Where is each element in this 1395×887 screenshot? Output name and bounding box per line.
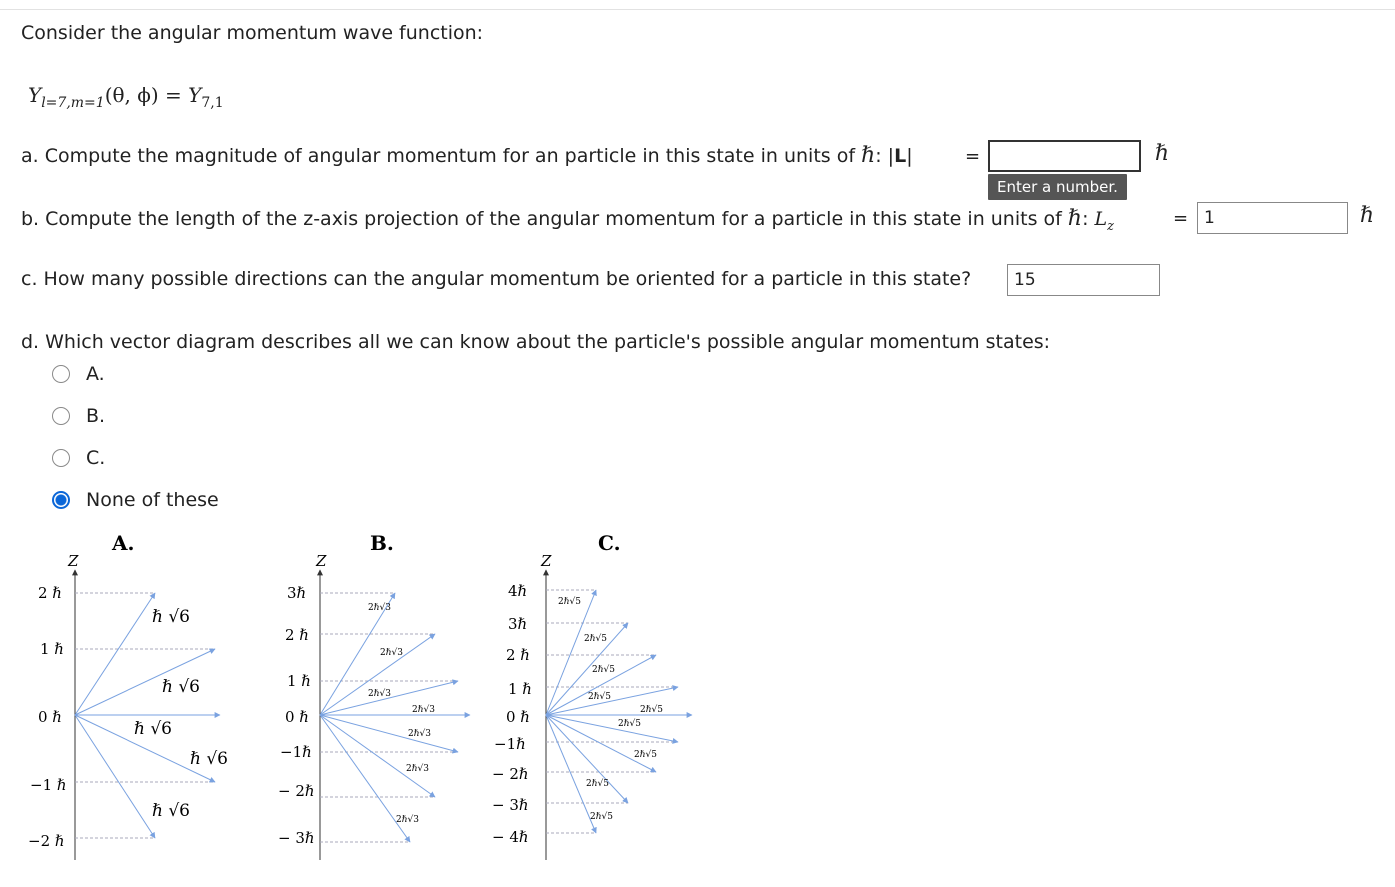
panel-a-tick-0: 0 ℏ <box>38 708 62 726</box>
part-b-tail: : <box>1082 208 1095 230</box>
option-none-label: None of these <box>86 489 219 511</box>
panel-a-tick-m1: −1 ℏ <box>30 776 67 794</box>
option-c-label: C. <box>86 447 106 469</box>
panel-c-tick-m3: − 3ℏ <box>492 796 529 814</box>
part-c-question: c. How many possible directions can the angular momentum be oriented for a particle in this state? <box>21 268 972 290</box>
panel-c-vec-label: 2ℏ√5 <box>584 634 607 644</box>
panel-b-z-label: Z <box>316 552 327 570</box>
panel-a-vector <box>75 593 155 715</box>
panel-a-vec-label: ℏ √6 <box>162 677 201 697</box>
part-b-sub: z <box>1107 218 1114 234</box>
part-b-hbar: ℏ <box>1067 206 1083 231</box>
top-divider <box>0 9 1395 10</box>
part-a-tail2: | <box>906 145 913 167</box>
part-b-text: b. Compute the length of the z-axis projection of the angular momentum for a particle in this state in units of <box>21 208 1062 230</box>
panel-c-title: C. <box>598 531 621 555</box>
panel-b-vec-label: 2ℏ√3 <box>412 705 435 715</box>
panel-b <box>278 552 470 860</box>
part-b-answer-input[interactable] <box>1197 202 1348 234</box>
panel-a-vec-label: ℏ √6 <box>152 801 191 821</box>
panel-b-tick-3: 3ℏ <box>287 584 307 602</box>
part-d-question: d. Which vector diagram describes all we can know about the particle's possible angular momentum states: <box>21 331 1051 353</box>
option-a[interactable] <box>52 362 105 386</box>
wf-sub: l=7,m=1 <box>41 95 105 111</box>
option-none[interactable] <box>52 488 219 512</box>
option-c-radio[interactable] <box>52 449 70 467</box>
option-a-label: A. <box>86 363 105 385</box>
option-a-radio[interactable] <box>52 365 70 383</box>
part-b-unit: ℏ <box>1360 203 1375 228</box>
panel-a-tick-2: 2 ℏ <box>38 584 62 602</box>
part-a-L: L <box>894 145 907 167</box>
panel-b-vec-label: 2ℏ√3 <box>408 729 431 739</box>
panel-c-tick-1: 1 ℏ <box>508 680 532 698</box>
panel-c-vec-label: 2ℏ√5 <box>590 812 613 822</box>
vector-diagrams-figure <box>0 520 720 860</box>
part-a-tooltip: Enter a number. <box>988 174 1127 200</box>
part-a-equals: = <box>965 146 981 167</box>
option-b-label: B. <box>86 405 106 427</box>
part-b-question <box>21 206 1114 234</box>
wf-sub2: 7,1 <box>201 95 224 111</box>
panel-c-vector <box>546 715 678 742</box>
option-none-radio[interactable] <box>52 491 70 509</box>
panel-a-vec-label: ℏ √6 <box>152 607 191 627</box>
panel-c-tick-4: 4ℏ <box>508 582 528 600</box>
panel-c-tick-m2: − 2ℏ <box>492 765 529 783</box>
wf-args: (θ, ϕ) = <box>104 83 189 107</box>
panel-b-tick-m3: − 3ℏ <box>278 829 315 847</box>
panel-c-vec-label: 2ℏ√5 <box>618 719 641 729</box>
panel-c-vec-label: 2ℏ√5 <box>588 692 611 702</box>
part-c-answer-input[interactable] <box>1007 264 1160 296</box>
part-a-tail: : | <box>875 145 895 167</box>
panel-a-tick-1: 1 ℏ <box>40 640 64 658</box>
panel-c-vector <box>546 715 596 833</box>
panel-b-title: B. <box>370 531 394 555</box>
panel-a-tick-m2: −2 ℏ <box>28 832 65 850</box>
panel-c-tick-m4: − 4ℏ <box>492 828 529 846</box>
panel-c-vec-label: 2ℏ√5 <box>634 750 657 760</box>
panel-c-z-label: Z <box>541 552 552 570</box>
panel-b-tick-1: 1 ℏ <box>287 672 311 690</box>
intro-text: Consider the angular momentum wave function: <box>21 22 484 44</box>
option-b-radio[interactable] <box>52 407 70 425</box>
part-b-equals: = <box>1173 208 1189 229</box>
part-b-L: L <box>1094 208 1108 230</box>
panel-b-vector <box>320 634 435 715</box>
wavefunction <box>28 83 224 111</box>
panel-c-tick-m1: −1ℏ <box>494 735 526 753</box>
panel-b-vec-label: 2ℏ√3 <box>396 815 419 825</box>
panel-c-tick-0: 0 ℏ <box>506 708 530 726</box>
panel-b-tick-0: 0 ℏ <box>285 708 309 726</box>
part-a-unit: ℏ <box>1155 141 1170 166</box>
panel-a-vec-label: ℏ √6 <box>134 719 173 739</box>
part-a-hbar: ℏ <box>861 143 876 168</box>
panel-b-vector <box>320 715 435 797</box>
part-a-text: a. Compute the magnitude of angular momentum for an particle in this state in units of <box>21 145 856 167</box>
option-c[interactable] <box>52 446 105 470</box>
panel-c-vec-label: 2ℏ√5 <box>640 705 663 715</box>
panel-a-z-label: Z <box>68 552 79 570</box>
panel-c-tick-3: 3ℏ <box>508 615 528 633</box>
panel-b-vec-label: 2ℏ√3 <box>380 648 403 658</box>
panel-b-vector <box>320 715 458 752</box>
panel-a-vec-label: ℏ √6 <box>190 749 229 769</box>
panel-b-tick-m2: − 2ℏ <box>278 782 315 800</box>
part-a-answer-input[interactable] <box>988 140 1141 172</box>
wf-y: Y <box>28 83 42 107</box>
panel-b-vec-label: 2ℏ√3 <box>406 764 429 774</box>
panel-c-vec-label: 2ℏ√5 <box>592 665 615 675</box>
part-a-question <box>21 143 913 168</box>
panel-b-tick-2: 2 ℏ <box>285 626 309 644</box>
option-b[interactable] <box>52 404 105 428</box>
panel-c-vector <box>546 715 628 803</box>
wf-y2: Y <box>188 83 202 107</box>
panel-b-vec-label: 2ℏ√3 <box>368 603 391 613</box>
panel-c <box>492 552 692 860</box>
panel-c-vec-label: 2ℏ√5 <box>558 597 581 607</box>
panel-a-title: A. <box>112 531 135 555</box>
panel-c-vec-label: 2ℏ√5 <box>586 779 609 789</box>
panel-b-vec-label: 2ℏ√3 <box>368 689 391 699</box>
panel-a <box>28 552 228 860</box>
panel-b-tick-m1: −1ℏ <box>280 743 312 761</box>
panel-c-tick-2: 2 ℏ <box>506 646 530 664</box>
